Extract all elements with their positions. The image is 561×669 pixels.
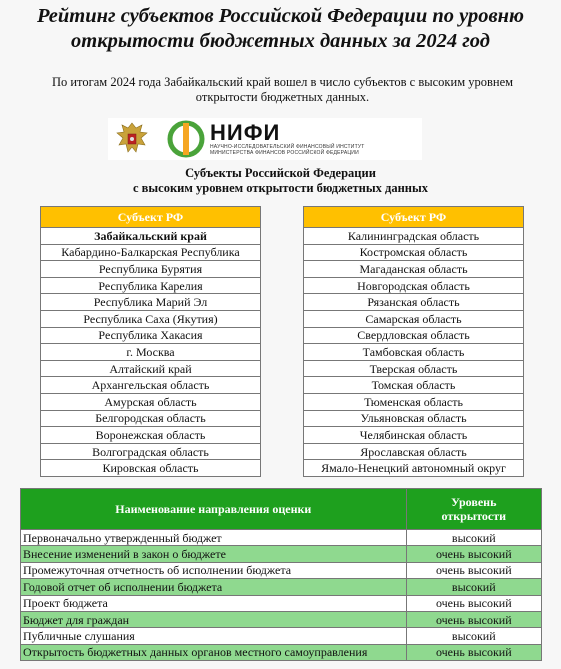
direction-cell: Годовой отчет об исполнении бюджета [21, 579, 407, 595]
table-row [21, 579, 542, 595]
subject-name: Кабардино-Балкарская Республика [41, 244, 261, 261]
intro-line-2: открытости бюджетных данных. [195, 90, 370, 104]
subject-name: Алтайский край [41, 360, 261, 377]
level-cell: очень высокий [406, 644, 541, 660]
subject-name: Ульяновская область [304, 410, 524, 427]
table-row [304, 344, 524, 361]
table-row [41, 427, 261, 444]
subject-name: Рязанская область [304, 294, 524, 311]
table-row [21, 595, 542, 611]
table-row [304, 310, 524, 327]
table-row [304, 393, 524, 410]
table-row [21, 530, 542, 546]
table-row [21, 628, 542, 644]
subject-name: Тюменская область [304, 393, 524, 410]
table-row [41, 261, 261, 278]
subject-name: Ямало-Ненецкий автономный округ [304, 460, 524, 477]
table-row [41, 393, 261, 410]
subject-name: Республика Бурятия [41, 261, 261, 278]
evaluation-table [20, 488, 542, 661]
subject-name: Калининградская область [304, 228, 524, 245]
table-row [41, 377, 261, 394]
subjects-table-left [40, 206, 261, 477]
table-row [41, 410, 261, 427]
page-title [0, 4, 561, 54]
direction-cell: Промежуточная отчетность об исполнении бюджета [21, 562, 407, 578]
title-line-1: Рейтинг субъектов Российской Федерации по уровню [37, 5, 524, 27]
tables-heading-line-1: Субъекты Российской Федерации [185, 166, 376, 180]
level-cell: очень высокий [406, 546, 541, 562]
table-header: Субъект РФ [41, 207, 261, 228]
table-row [21, 644, 542, 660]
level-header-line-2: открытости [441, 509, 507, 523]
level-cell: высокий [406, 579, 541, 595]
table-row [41, 344, 261, 361]
subject-name: Волгоградская область [41, 443, 261, 460]
subject-name: Новгородская область [304, 277, 524, 294]
subject-name: Архангельская область [41, 377, 261, 394]
table-row [304, 228, 524, 245]
subject-name: Республика Карелия [41, 277, 261, 294]
subject-name: Тверская область [304, 360, 524, 377]
subject-name: г. Москва [41, 344, 261, 361]
table-row [304, 377, 524, 394]
nifi-text-block [210, 122, 364, 156]
level-header [406, 489, 541, 530]
subject-name: Томская область [304, 377, 524, 394]
intro-text [40, 75, 525, 105]
subject-name: Костромская область [304, 244, 524, 261]
subject-name: Самарская область [304, 310, 524, 327]
subject-name: Республика Марий Эл [41, 294, 261, 311]
nifi-name: НИФИ [210, 120, 281, 145]
subject-name: Ярославская область [304, 443, 524, 460]
level-cell: очень высокий [406, 562, 541, 578]
table-row [41, 460, 261, 477]
table-row [304, 360, 524, 377]
table-row [21, 562, 542, 578]
subject-name: Республика Саха (Якутия) [41, 310, 261, 327]
subject-name: Забайкальский край [41, 228, 261, 245]
table-row [304, 410, 524, 427]
direction-cell: Проект бюджета [21, 595, 407, 611]
table-row [21, 546, 542, 562]
direction-cell: Первоначально утвержденный бюджет [21, 530, 407, 546]
level-header-line-1: Уровень [451, 495, 497, 509]
tables-heading [0, 166, 561, 196]
table-row [304, 294, 524, 311]
nifi-logo [108, 118, 422, 160]
table-row [304, 443, 524, 460]
direction-cell: Бюджет для граждан [21, 611, 407, 627]
table-row [41, 244, 261, 261]
nifi-subtitle-1: НАУЧНО-ИССЛЕДОВАТЕЛЬСКИЙ ФИНАНСОВЫЙ ИНСТИТУТ [210, 144, 365, 150]
table-row [304, 460, 524, 477]
level-cell: очень высокий [406, 595, 541, 611]
table-row [41, 327, 261, 344]
title-line-2: открытости бюджетных данных за 2024 год [71, 30, 490, 52]
subject-name: Кировская область [41, 460, 261, 477]
table-row [304, 327, 524, 344]
table-row [41, 228, 261, 245]
table-header: Субъект РФ [304, 207, 524, 228]
subject-name: Республика Хакасия [41, 327, 261, 344]
nifi-subtitle-2: МИНИСТЕРСТВА ФИНАНСОВ РОССИЙСКОЙ ФЕДЕРАЦИИ [210, 150, 359, 156]
table-row [304, 277, 524, 294]
direction-cell: Открытость бюджетных данных органов местного самоуправления [21, 644, 407, 660]
table-row [304, 261, 524, 278]
table-row [304, 427, 524, 444]
level-cell: высокий [406, 628, 541, 644]
table-row [21, 611, 542, 627]
subject-name: Амурская область [41, 393, 261, 410]
table-row [41, 360, 261, 377]
table-row [41, 443, 261, 460]
direction-cell: Публичные слушания [21, 628, 407, 644]
level-cell: высокий [406, 530, 541, 546]
subject-name: Магаданская область [304, 261, 524, 278]
subject-name: Свердловская область [304, 327, 524, 344]
table-row [41, 294, 261, 311]
intro-line-1: По итогам 2024 года Забайкальский край вошел в число субъектов с высоким уровнем [51, 75, 514, 89]
direction-header: Наименование направления оценки [21, 489, 407, 530]
subject-name: Тамбовская область [304, 344, 524, 361]
tables-heading-line-2: с высоким уровнем открытости бюджетных данных [132, 181, 428, 195]
nifi-mark-icon [166, 119, 206, 159]
direction-cell: Внесение изменений в закон о бюджете [21, 546, 407, 562]
table-row [304, 244, 524, 261]
subject-name: Белгородская область [41, 410, 261, 427]
level-cell: очень высокий [406, 611, 541, 627]
subjects-table-right [303, 206, 524, 477]
subject-name: Воронежская область [41, 427, 261, 444]
table-row [41, 310, 261, 327]
table-row [41, 277, 261, 294]
subject-name: Челябинская область [304, 427, 524, 444]
coat-of-arms-icon [112, 119, 152, 159]
